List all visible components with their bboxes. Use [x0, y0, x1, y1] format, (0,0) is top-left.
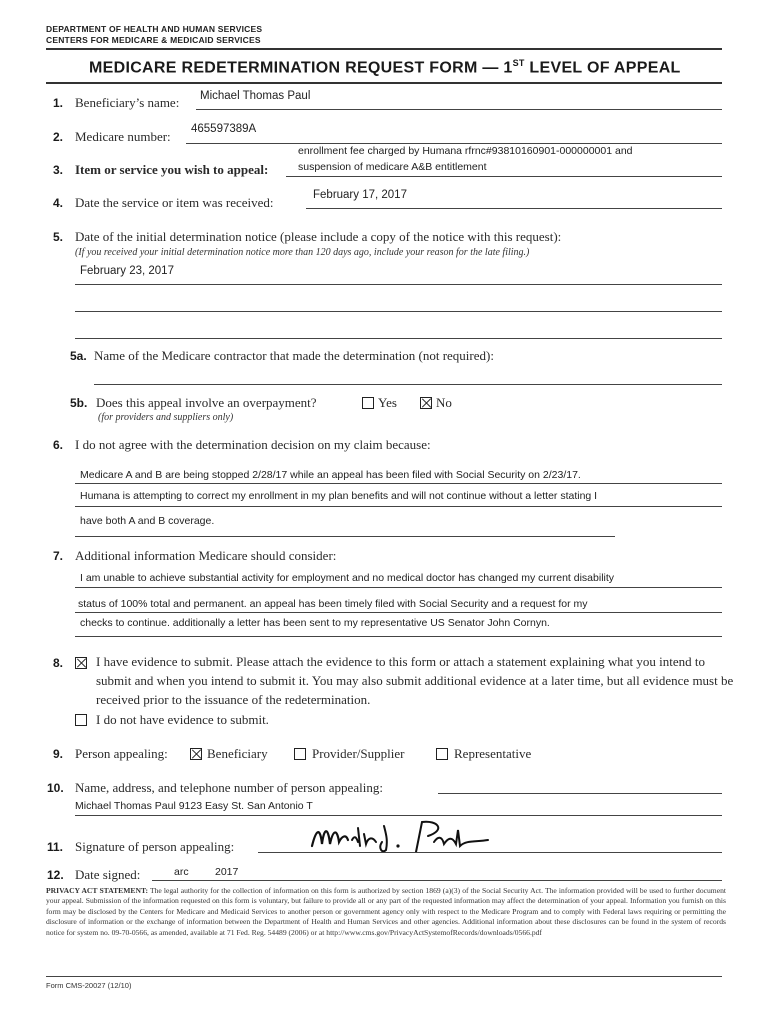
q10-number: 10. [47, 781, 64, 795]
q6-line-2 [75, 506, 722, 507]
contractor-name-field[interactable] [94, 384, 722, 385]
beneficiary-checkbox[interactable] [190, 748, 202, 760]
disagree-reason-line3[interactable]: have both A and B coverage. [80, 515, 215, 527]
date-received-label: Date the service or item was received: [75, 195, 274, 210]
date-received-field[interactable]: February 17, 2017 [313, 189, 407, 201]
providers-note: (for providers and suppliers only) [98, 412, 234, 423]
q3-number: 3. [53, 163, 64, 177]
q6-line-1 [75, 483, 722, 484]
q5-number: 5. [53, 230, 64, 244]
provider-supplier-label: Provider/Supplier [312, 746, 405, 761]
header-rule [46, 48, 722, 50]
privacy-rule [46, 976, 722, 977]
q5-line-1 [75, 284, 722, 285]
q9-number: 9. [53, 747, 64, 761]
q8-number: 8. [53, 656, 64, 670]
q4-number: 4. [53, 196, 64, 210]
no-evidence-checkbox[interactable] [75, 714, 87, 726]
q5-line-2 [75, 311, 722, 312]
q7-line-1 [75, 587, 722, 588]
signature-line [258, 852, 722, 853]
provider-supplier-checkbox[interactable] [294, 748, 306, 760]
additional-info-line2[interactable]: status of 100% total and permanent. an appeal has been timely filed with Social Security and a request for my [78, 598, 588, 610]
medicare-number-label: Medicare number: [75, 129, 171, 144]
initial-notice-date-field[interactable]: February 23, 2017 [80, 265, 174, 277]
disagree-reason-label: I do not agree with the determination decision on my claim because: [75, 437, 431, 452]
q10-line-1 [438, 793, 722, 794]
form-id: Form CMS-20027 (12/10) [46, 981, 132, 990]
has-evidence-text: I have evidence to submit. Please attach the evidence to this form or attach a statement explaining what you intend to submit and when you intend to submit it. You may also submit additional evidence at a later time, but all evidence must be received prior to the issuance of the redetermination. [96, 654, 734, 707]
overpayment-label: Does this appeal involve an overpayment? [96, 395, 317, 410]
representative-label: Representative [454, 746, 532, 761]
agency-name: DEPARTMENT OF HEALTH AND HUMAN SERVICES [46, 24, 263, 34]
q6-line-3 [75, 536, 615, 537]
contractor-name-label: Name of the Medicare contractor that made the determination (not required): [94, 348, 494, 363]
form-title: MEDICARE REDETERMINATION REQUEST FORM — 1ST LEVEL OF APPEAL [89, 58, 681, 77]
date-signed-label: Date signed: [75, 867, 141, 882]
signature-label: Signature of person appealing: [75, 839, 235, 854]
q7-line-3 [75, 636, 722, 637]
representative-checkbox[interactable] [436, 748, 448, 760]
q5-line-3 [75, 338, 722, 339]
q1-number: 1. [53, 96, 64, 110]
disagree-reason-line2[interactable]: Humana is attempting to correct my enrollment in my plan benefits and will not continue without a letter stating I [80, 490, 598, 502]
date-signed-field-a[interactable]: arc [174, 866, 189, 878]
q5a-number: 5a. [70, 349, 87, 363]
item-appeal-field-line1[interactable]: enrollment fee charged by Humana rfrnc#93810160901-000000001 and [298, 145, 633, 157]
agency-subname: CENTERS FOR MEDICARE & MEDICAID SERVICES [46, 35, 261, 45]
overpayment-no-checkbox[interactable] [420, 397, 432, 409]
signature-image[interactable] [306, 816, 506, 856]
initial-notice-label: Date of the initial determination notice (please include a copy of the notice with this request): [75, 229, 562, 244]
q12-number: 12. [47, 868, 64, 882]
no-evidence-label: I do not have evidence to submit. [96, 712, 269, 727]
q5b-number: 5b. [70, 396, 88, 410]
additional-info-label: Additional information Medicare should consider: [75, 548, 337, 563]
beneficiary-name-label: Beneficiary’s name: [75, 95, 180, 110]
disagree-reason-line1[interactable]: Medicare A and B are being stopped 2/28/17 while an appeal has been filed with Social Security on 2/23/17. [80, 469, 581, 481]
late-filing-note: (If you received your initial determination notice more than 120 days ago, include your reason for the late filing.) [75, 247, 530, 258]
q7-line-2 [75, 612, 722, 613]
overpayment-yes-checkbox[interactable] [362, 397, 374, 409]
overpayment-no-label: No [436, 395, 452, 410]
q7-number: 7. [53, 549, 64, 563]
appellant-contact-label: Name, address, and telephone number of person appealing: [75, 780, 383, 795]
medicare-number-field[interactable]: 465597389A [191, 123, 257, 135]
date-signed-field-b[interactable]: 2017 [215, 866, 239, 878]
item-appeal-label: Item or service you wish to appeal: [75, 162, 269, 177]
beneficiary-label: Beneficiary [207, 746, 268, 761]
appellant-contact-field[interactable]: Michael Thomas Paul 9123 Easy St. San Antonio T [75, 800, 313, 812]
q2-number: 2. [53, 130, 64, 144]
title-rule [46, 82, 722, 84]
q2-line [186, 143, 722, 144]
q6-number: 6. [53, 438, 64, 452]
q3-line [286, 176, 722, 177]
additional-info-line1[interactable]: I am unable to achieve substantial activity for employment and no medical doctor has changed my current disability [80, 572, 615, 584]
q1-line [196, 109, 722, 110]
q4-line [306, 208, 722, 209]
overpayment-yes-label: Yes [378, 395, 397, 410]
person-appealing-label: Person appealing: [75, 746, 168, 761]
date-signed-line [152, 880, 722, 881]
privacy-act-statement: PRIVACY ACT STATEMENT: The legal authority for the collection of information on this form is authorized by section 1869 (a)(3) of the Social Security Act. The information provided will be used to further document your appeal. Submission of the information requested on this form is voluntary, but failure to provide all or any part of the requested information may affect the determination of your appeal. Information you furnish on this form may be disclosed by the Centers for Medicare and Medicaid Services to another person or government agency only with respect to the Medicare Program and to comply with Federal laws requiring or permitting the disclosure of information or the exchange of information between the Department of Health and Human Services and other agencies. Additional information about these disclosures can be found in the system of records notice for system no. 09-70-0566, as amended, available at 71 Fed. Reg. 54489 (2006) or at http://www.cms.gov/PrivacyActSystemofRecords/downloads/0566.pdf [46, 886, 726, 937]
has-evidence-checkbox[interactable] [75, 657, 87, 669]
q11-number: 11. [47, 840, 64, 854]
item-appeal-field-line2[interactable]: suspension of medicare A&B entitlement [298, 161, 487, 173]
additional-info-line3[interactable]: checks to continue. additionally a letter has been sent to my representative US Senator John Cornyn. [80, 617, 550, 629]
beneficiary-name-field[interactable]: Michael Thomas Paul [200, 90, 311, 102]
